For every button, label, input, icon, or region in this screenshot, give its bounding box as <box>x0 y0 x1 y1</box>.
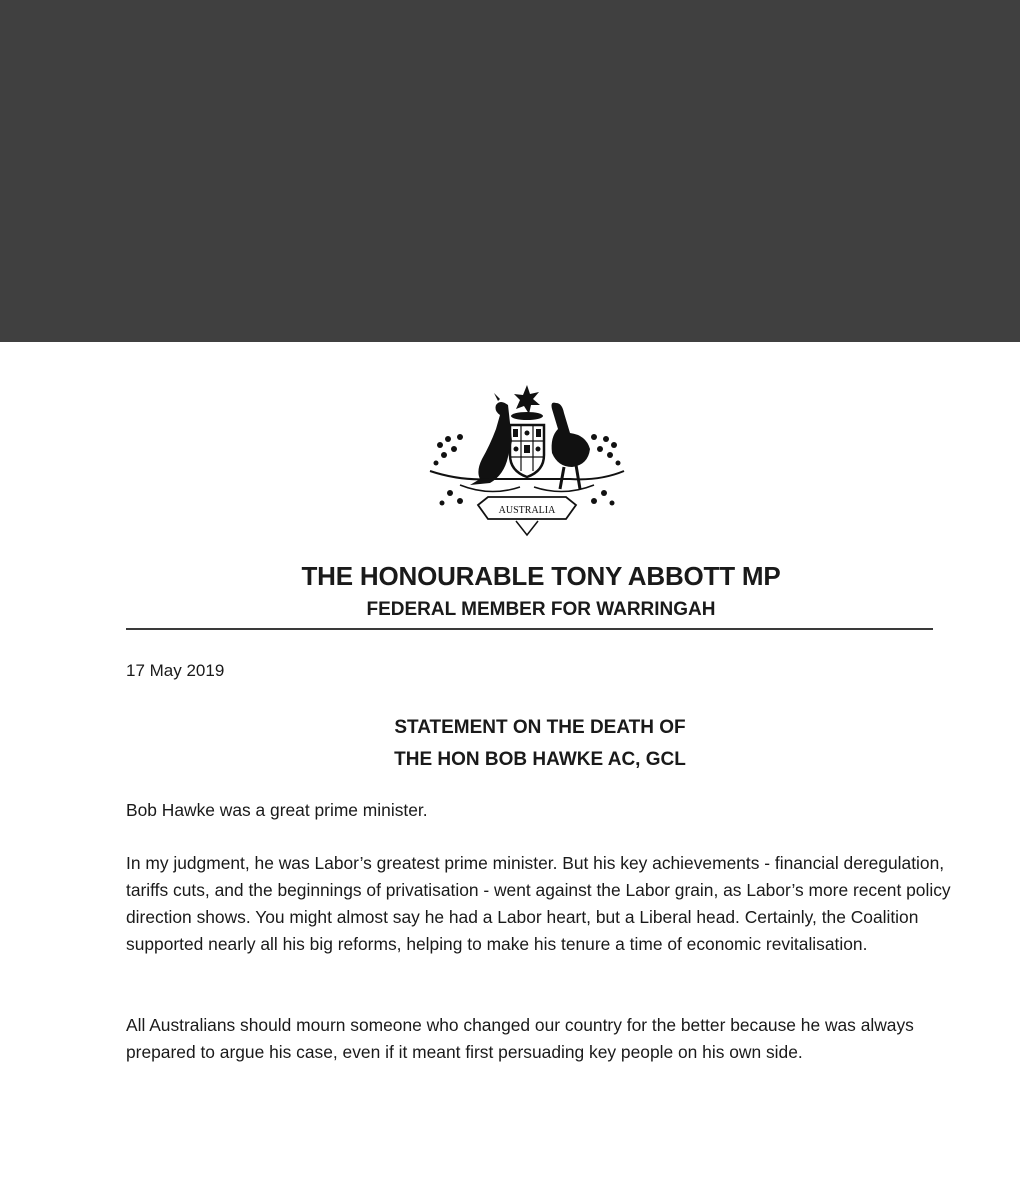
crest-scroll-text: AUSTRALIA <box>498 505 556 516</box>
statement-title-line-2: THE HON BOB HAWKE AC, GCL <box>394 749 686 770</box>
paragraph-2: In my judgment, he was Labor’s greatest prime minister. But his key achievements - financial deregulation, tariffs cuts, and the beginnings of privatisation - went against the Labor grain, as Labor’s more recent policy direction shows. You might almost say he had a Labor heart, but a Liberal head. Certainly, the Coalition supported nearly all his big reforms, helping to make his tenure a time of economic revitalisation. <box>126 853 951 954</box>
paragraph-3: All Australians should mourn someone who changed our country for the better because he was always prepared to argue his case, even if it meant first persuading key people on his own side. <box>126 1015 914 1062</box>
member-role: FEDERAL MEMBER FOR WARRINGAH <box>366 599 716 620</box>
paragraph-1: Bob Hawke was a great prime minister. <box>126 800 428 820</box>
statement-title <box>0 712 1020 776</box>
statement-date: 17 May 2019 <box>126 661 225 680</box>
coat-of-arms-icon <box>420 385 634 540</box>
top-dark-band <box>0 0 1020 342</box>
header-divider <box>126 628 933 630</box>
statement-title-line-1: STATEMENT ON THE DEATH OF <box>394 717 686 738</box>
member-name: THE HONOURABLE TONY ABBOTT MP <box>301 561 781 591</box>
